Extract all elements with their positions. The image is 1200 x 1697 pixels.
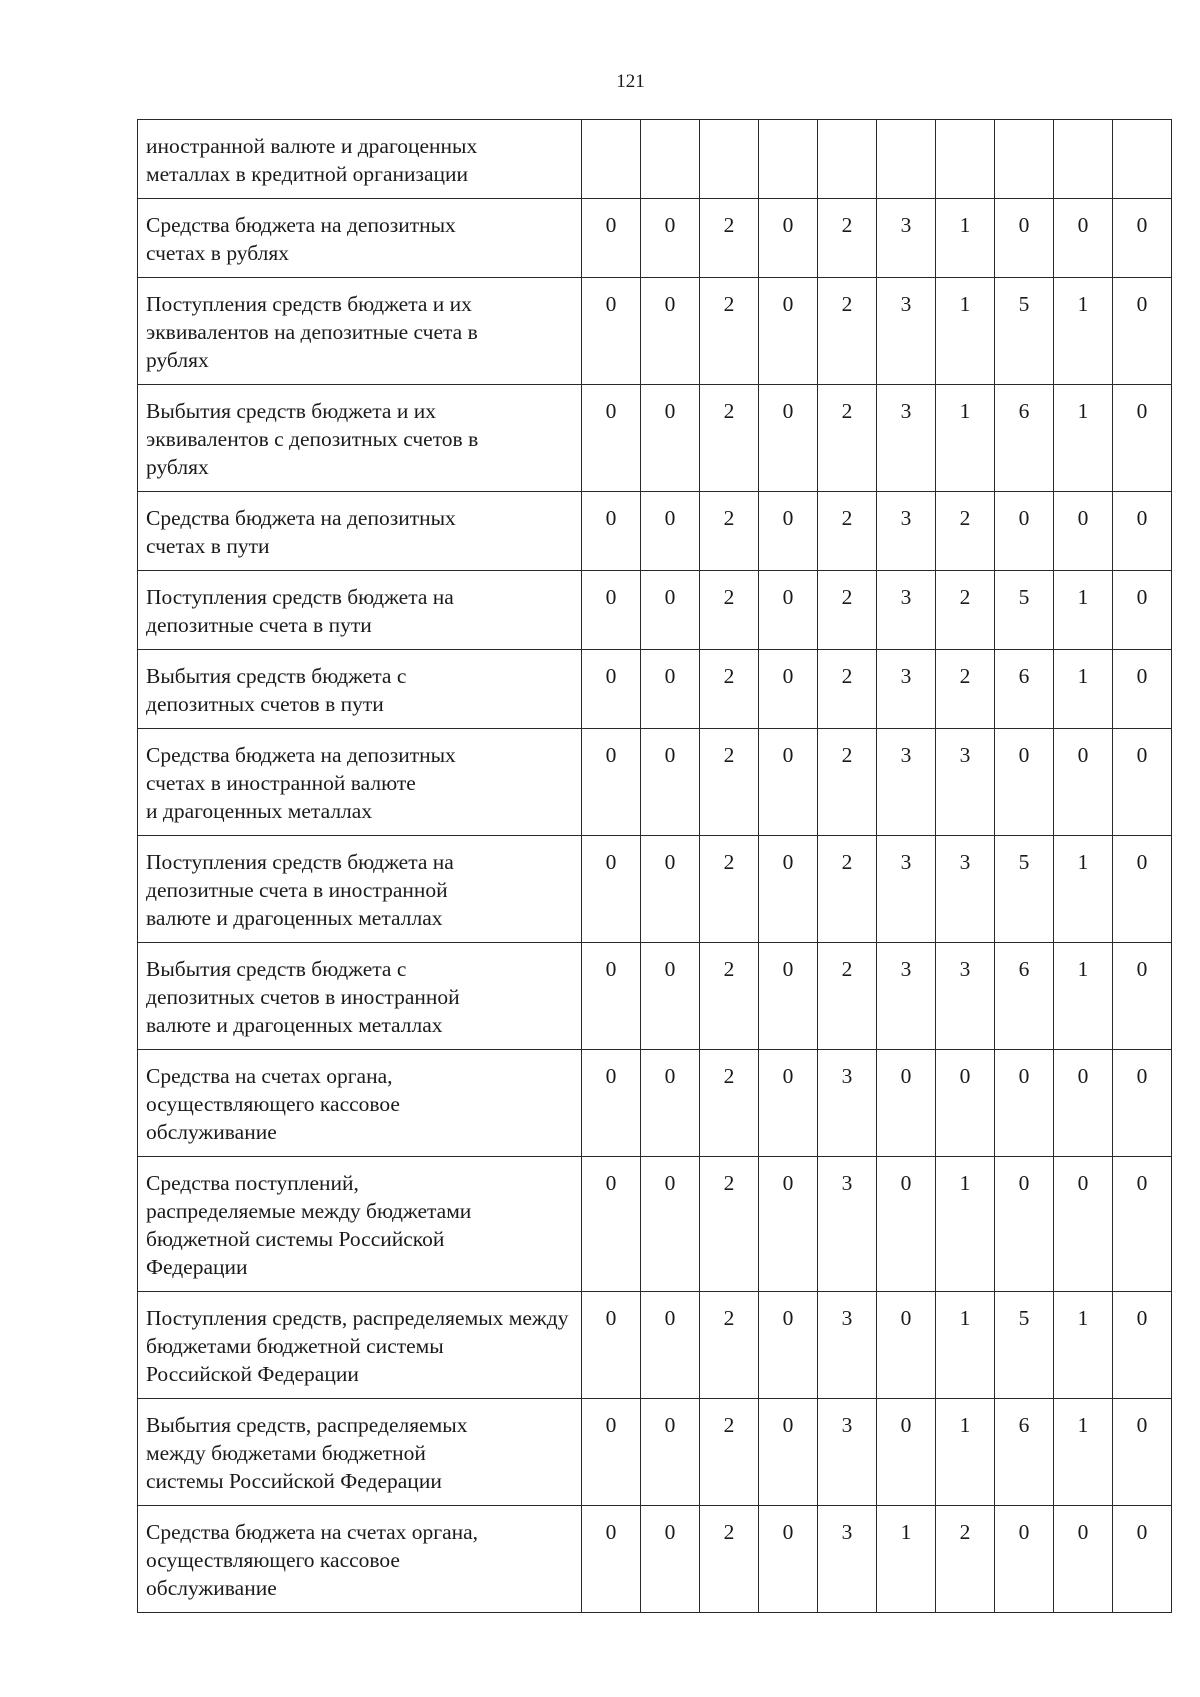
code-digit-1: 0 xyxy=(582,1050,641,1157)
code-digit-10: 0 xyxy=(1113,571,1172,650)
code-digit-8 xyxy=(995,120,1054,199)
row-label: Средства бюджета на счетах органа, осуществляющего кассовое обслуживание xyxy=(138,1506,582,1613)
code-digit-2: 0 xyxy=(641,492,700,571)
code-digit-6: 3 xyxy=(877,729,936,836)
code-digit-4: 0 xyxy=(759,278,818,385)
code-digit-1: 0 xyxy=(582,199,641,278)
code-digit-10: 0 xyxy=(1113,1292,1172,1399)
code-digit-2: 0 xyxy=(641,571,700,650)
code-digit-8: 6 xyxy=(995,385,1054,492)
code-digit-3: 2 xyxy=(700,385,759,492)
code-digit-5: 2 xyxy=(818,729,877,836)
code-digit-6: 3 xyxy=(877,836,936,943)
code-digit-7: 2 xyxy=(936,1506,995,1613)
code-digit-9: 1 xyxy=(1054,278,1113,385)
code-digit-4: 0 xyxy=(759,1292,818,1399)
code-digit-1: 0 xyxy=(582,571,641,650)
code-digit-10: 0 xyxy=(1113,278,1172,385)
code-digit-10: 0 xyxy=(1113,492,1172,571)
code-digit-6: 3 xyxy=(877,571,936,650)
code-digit-1: 0 xyxy=(582,1157,641,1292)
code-digit-3: 2 xyxy=(700,278,759,385)
table-row xyxy=(138,385,1172,492)
table-row xyxy=(138,836,1172,943)
code-digit-4: 0 xyxy=(759,571,818,650)
code-digit-7: 2 xyxy=(936,571,995,650)
code-digit-1: 0 xyxy=(582,492,641,571)
code-digit-5: 2 xyxy=(818,571,877,650)
code-digit-6: 3 xyxy=(877,492,936,571)
code-digit-2: 0 xyxy=(641,199,700,278)
code-digit-10: 0 xyxy=(1113,943,1172,1050)
code-digit-10 xyxy=(1113,120,1172,199)
code-digit-4: 0 xyxy=(759,199,818,278)
code-digit-5: 2 xyxy=(818,943,877,1050)
row-label: Поступления средств бюджета и их эквивалентов на депозитные счета в рублях xyxy=(138,278,582,385)
code-digit-4: 0 xyxy=(759,1050,818,1157)
code-digit-6: 0 xyxy=(877,1050,936,1157)
code-digit-2: 0 xyxy=(641,1157,700,1292)
code-digit-1: 0 xyxy=(582,836,641,943)
code-digit-2: 0 xyxy=(641,1292,700,1399)
code-digit-9: 0 xyxy=(1054,1506,1113,1613)
code-digit-6: 1 xyxy=(877,1506,936,1613)
table-row xyxy=(138,1050,1172,1157)
code-digit-7: 1 xyxy=(936,1292,995,1399)
code-digit-8: 0 xyxy=(995,1050,1054,1157)
code-digit-8: 0 xyxy=(995,1157,1054,1292)
code-digit-1: 0 xyxy=(582,943,641,1050)
code-digit-3: 2 xyxy=(700,729,759,836)
code-digit-1: 0 xyxy=(582,278,641,385)
code-digit-2: 0 xyxy=(641,836,700,943)
table-row xyxy=(138,943,1172,1050)
row-label: Средства бюджета на депозитных счетах в рублях xyxy=(138,199,582,278)
code-digit-1 xyxy=(582,120,641,199)
code-digit-9: 1 xyxy=(1054,1292,1113,1399)
row-label: иностранной валюте и драгоценных металлах в кредитной организации xyxy=(138,120,582,199)
row-label: Выбытия средств бюджета с депозитных счетов в иностранной валюте и драгоценных металлах xyxy=(138,943,582,1050)
code-digit-5: 2 xyxy=(818,278,877,385)
code-digit-9: 1 xyxy=(1054,943,1113,1050)
code-digit-9 xyxy=(1054,120,1113,199)
code-digit-8: 0 xyxy=(995,729,1054,836)
code-digit-7: 0 xyxy=(936,1050,995,1157)
code-digit-2: 0 xyxy=(641,1399,700,1506)
table-row xyxy=(138,650,1172,729)
code-digit-4: 0 xyxy=(759,943,818,1050)
code-digit-5: 2 xyxy=(818,836,877,943)
code-digit-3: 2 xyxy=(700,1157,759,1292)
code-digit-3: 2 xyxy=(700,1292,759,1399)
code-digit-3: 2 xyxy=(700,650,759,729)
code-digit-5 xyxy=(818,120,877,199)
code-digit-2: 0 xyxy=(641,1506,700,1613)
code-digit-4: 0 xyxy=(759,1506,818,1613)
code-digit-7: 3 xyxy=(936,943,995,1050)
code-digit-7 xyxy=(936,120,995,199)
code-digit-9: 1 xyxy=(1054,1399,1113,1506)
code-digit-8: 6 xyxy=(995,1399,1054,1506)
code-digit-9: 1 xyxy=(1054,385,1113,492)
table-body xyxy=(138,120,1172,1613)
table-row xyxy=(138,199,1172,278)
code-digit-8: 6 xyxy=(995,650,1054,729)
table-row xyxy=(138,571,1172,650)
row-label: Поступления средств бюджета на депозитные счета в иностранной валюте и драгоценных металлах xyxy=(138,836,582,943)
code-digit-9: 0 xyxy=(1054,1157,1113,1292)
row-label: Средства на счетах органа, осуществляющего кассовое обслуживание xyxy=(138,1050,582,1157)
code-digit-3: 2 xyxy=(700,1050,759,1157)
code-digit-8: 5 xyxy=(995,836,1054,943)
row-label: Поступления средств бюджета на депозитные счета в пути xyxy=(138,571,582,650)
table-row xyxy=(138,492,1172,571)
code-digit-8: 0 xyxy=(995,492,1054,571)
table-row xyxy=(138,729,1172,836)
code-digit-6: 0 xyxy=(877,1292,936,1399)
table-row xyxy=(138,1399,1172,1506)
account-codes-table xyxy=(137,119,1172,1613)
code-digit-5: 2 xyxy=(818,199,877,278)
code-digit-3: 2 xyxy=(700,571,759,650)
code-digit-6: 3 xyxy=(877,199,936,278)
code-digit-9: 0 xyxy=(1054,199,1113,278)
code-digit-3: 2 xyxy=(700,1506,759,1613)
code-digit-10: 0 xyxy=(1113,729,1172,836)
row-label: Выбытия средств бюджета с депозитных счетов в пути xyxy=(138,650,582,729)
row-label: Выбытия средств бюджета и их эквивалентов с депозитных счетов в рублях xyxy=(138,385,582,492)
code-digit-9: 1 xyxy=(1054,650,1113,729)
code-digit-6: 3 xyxy=(877,385,936,492)
code-digit-7: 1 xyxy=(936,199,995,278)
code-digit-1: 0 xyxy=(582,650,641,729)
code-digit-1: 0 xyxy=(582,385,641,492)
code-digit-8: 0 xyxy=(995,1506,1054,1613)
code-digit-4: 0 xyxy=(759,729,818,836)
code-digit-5: 3 xyxy=(818,1157,877,1292)
code-digit-1: 0 xyxy=(582,1292,641,1399)
table-row xyxy=(138,278,1172,385)
code-digit-2: 0 xyxy=(641,650,700,729)
code-digit-7: 2 xyxy=(936,650,995,729)
code-digit-1: 0 xyxy=(582,729,641,836)
code-digit-7: 2 xyxy=(936,492,995,571)
code-digit-1: 0 xyxy=(582,1506,641,1613)
code-digit-10: 0 xyxy=(1113,199,1172,278)
code-digit-2: 0 xyxy=(641,729,700,836)
table-row xyxy=(138,1292,1172,1399)
table-row xyxy=(138,1157,1172,1292)
code-digit-7: 1 xyxy=(936,1399,995,1506)
code-digit-5: 3 xyxy=(818,1506,877,1613)
page-number: 121 xyxy=(616,71,645,92)
code-digit-3: 2 xyxy=(700,1399,759,1506)
row-label: Средства бюджета на депозитных счетах в иностранной валюте и драгоценных металлах xyxy=(138,729,582,836)
code-digit-6 xyxy=(877,120,936,199)
code-digit-9: 0 xyxy=(1054,1050,1113,1157)
table-row xyxy=(138,120,1172,199)
code-digit-2 xyxy=(641,120,700,199)
code-digit-2: 0 xyxy=(641,943,700,1050)
code-digit-6: 3 xyxy=(877,278,936,385)
code-digit-4: 0 xyxy=(759,1157,818,1292)
code-digit-4: 0 xyxy=(759,650,818,729)
code-digit-7: 1 xyxy=(936,1157,995,1292)
code-digit-10: 0 xyxy=(1113,836,1172,943)
code-digit-3: 2 xyxy=(700,943,759,1050)
code-digit-9: 1 xyxy=(1054,571,1113,650)
code-digit-7: 1 xyxy=(936,278,995,385)
code-digit-5: 2 xyxy=(818,650,877,729)
code-digit-8: 5 xyxy=(995,1292,1054,1399)
code-digit-6: 0 xyxy=(877,1399,936,1506)
code-digit-4: 0 xyxy=(759,492,818,571)
code-digit-10: 0 xyxy=(1113,1399,1172,1506)
code-digit-5: 3 xyxy=(818,1399,877,1506)
code-digit-9: 0 xyxy=(1054,729,1113,836)
code-digit-5: 2 xyxy=(818,385,877,492)
code-digit-5: 3 xyxy=(818,1292,877,1399)
code-digit-10: 0 xyxy=(1113,1157,1172,1292)
code-digit-10: 0 xyxy=(1113,1506,1172,1613)
code-digit-7: 3 xyxy=(936,836,995,943)
code-digit-8: 5 xyxy=(995,571,1054,650)
row-label: Выбытия средств, распределяемых между бюджетами бюджетной системы Российской Федерации xyxy=(138,1399,582,1506)
code-digit-2: 0 xyxy=(641,278,700,385)
code-digit-6: 3 xyxy=(877,650,936,729)
code-digit-3 xyxy=(700,120,759,199)
code-digit-3: 2 xyxy=(700,492,759,571)
row-label: Средства поступлений, распределяемые между бюджетами бюджетной системы Российской Федерации xyxy=(138,1157,582,1292)
code-digit-8: 0 xyxy=(995,199,1054,278)
code-digit-2: 0 xyxy=(641,1050,700,1157)
code-digit-10: 0 xyxy=(1113,650,1172,729)
code-digit-4 xyxy=(759,120,818,199)
code-digit-2: 0 xyxy=(641,385,700,492)
code-digit-7: 3 xyxy=(936,729,995,836)
code-digit-9: 1 xyxy=(1054,836,1113,943)
table-row xyxy=(138,1506,1172,1613)
code-digit-6: 3 xyxy=(877,943,936,1050)
code-digit-8: 6 xyxy=(995,943,1054,1050)
code-digit-8: 5 xyxy=(995,278,1054,385)
row-label: Поступления средств, распределяемых между бюджетами бюджетной системы Российской Федерации xyxy=(138,1292,582,1399)
row-label: Средства бюджета на депозитных счетах в пути xyxy=(138,492,582,571)
code-digit-10: 0 xyxy=(1113,385,1172,492)
code-digit-7: 1 xyxy=(936,385,995,492)
code-digit-6: 0 xyxy=(877,1157,936,1292)
code-digit-10: 0 xyxy=(1113,1050,1172,1157)
code-digit-5: 3 xyxy=(818,1050,877,1157)
code-digit-3: 2 xyxy=(700,836,759,943)
code-digit-1: 0 xyxy=(582,1399,641,1506)
code-digit-4: 0 xyxy=(759,1399,818,1506)
code-digit-3: 2 xyxy=(700,199,759,278)
code-digit-4: 0 xyxy=(759,385,818,492)
code-digit-4: 0 xyxy=(759,836,818,943)
code-digit-5: 2 xyxy=(818,492,877,571)
code-digit-9: 0 xyxy=(1054,492,1113,571)
